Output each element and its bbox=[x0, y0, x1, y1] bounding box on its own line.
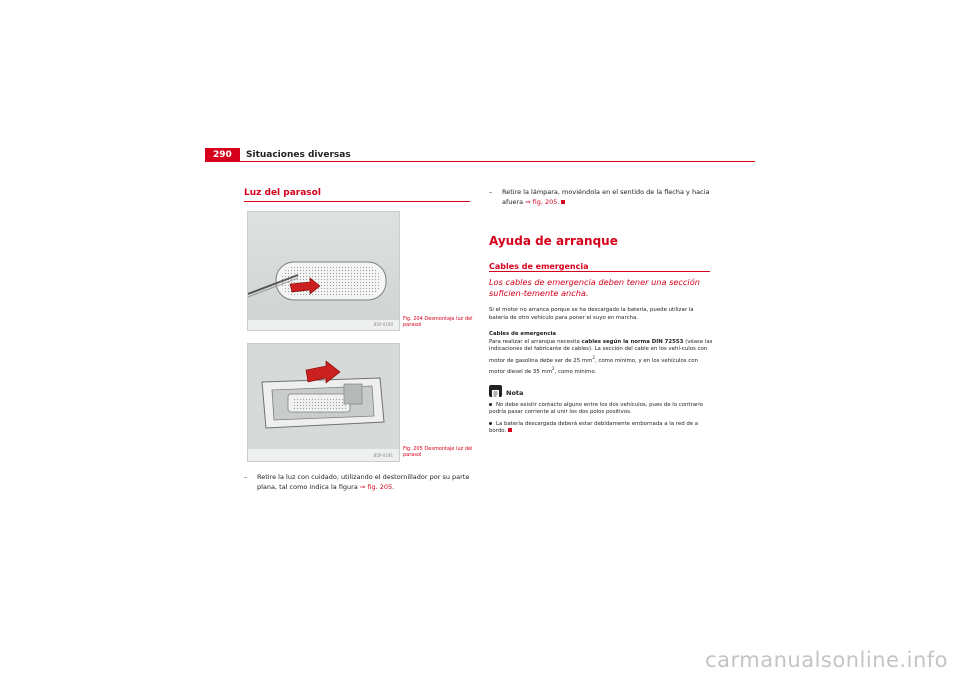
end-mark bbox=[508, 428, 512, 432]
step-dash: – bbox=[244, 473, 248, 481]
bullet-text: No debe existir contacto alguno entre los dos vehículos, pues de lo contrario podría pasar corriente al unir los dos polos positivos. bbox=[489, 402, 704, 416]
superscript-2: 2 bbox=[592, 354, 595, 360]
step-text: Retire la lámpara, moviéndola en el sentido de la flecha y hacia afuera bbox=[502, 188, 710, 206]
bullet-text: La batería descargada deberá estar debidamente embornada a la red de a bordo. bbox=[489, 421, 699, 435]
paragraph-cables-title: Cables de emergencia bbox=[489, 331, 557, 337]
section-title-luz-parasol: Luz del parasol bbox=[244, 188, 321, 198]
figure-204-image bbox=[247, 211, 400, 331]
figure-204-caption: Fig. 204 Desmontaje luz del parasol bbox=[403, 316, 473, 328]
note-label: Nota bbox=[506, 389, 524, 397]
paragraph-cables bbox=[489, 331, 714, 377]
heading-ayuda-arranque: Ayuda de arranque bbox=[489, 234, 618, 248]
bullet-dot bbox=[489, 403, 492, 406]
paragraph-cables-norm: cables según la norma DIN 72553 bbox=[581, 338, 684, 345]
note-bullet-1 bbox=[489, 402, 714, 417]
figure-205-id: B5P-0191 bbox=[373, 453, 393, 458]
figure-204-id: B5P-0190 bbox=[373, 322, 393, 327]
paragraph-cables-d: , como mínimo. bbox=[554, 368, 597, 375]
watermark: carmanualsonline.info bbox=[705, 648, 948, 672]
step-dash: – bbox=[489, 188, 493, 196]
note-icon bbox=[489, 385, 502, 397]
step-remove-light bbox=[244, 472, 472, 492]
paragraph-cables-c: , como mínimo, y en los vehículos con motor diesel de 35 mm bbox=[489, 357, 698, 375]
lead-text: Los cables de emergencia deben tener una sección suficien-temente ancha. bbox=[489, 277, 700, 298]
bullet-dot bbox=[489, 422, 492, 425]
end-mark bbox=[561, 200, 565, 204]
step-remove-lamp bbox=[489, 187, 717, 207]
lamp-removal-illustration bbox=[248, 344, 399, 461]
paragraph-cables-b: (véase las indicaciones del fabricante de cables). La sección del cable en los vehí-culos con motor de gasolina debe ser de 25 mm bbox=[489, 338, 713, 364]
sun-visor-light-illustration bbox=[248, 212, 399, 330]
superscript-2: 2 bbox=[552, 366, 555, 372]
header-rule bbox=[205, 161, 755, 162]
note-header bbox=[489, 385, 589, 401]
subheading-cables-emergencia: Cables de emergencia bbox=[489, 262, 589, 271]
subheading-rule bbox=[489, 271, 710, 272]
figure-205-image bbox=[247, 343, 400, 462]
step-text: Retire la luz con cuidado, utilizando el destornillador por su parte plana, tal como indica la figura bbox=[257, 473, 470, 491]
figure-ref-link[interactable]: ⇒ fig. 205 bbox=[359, 483, 393, 491]
note-bullet-2 bbox=[489, 421, 714, 436]
page-number: 290 bbox=[205, 148, 240, 162]
paragraph-cables-a: Para realizar el arranque necesita bbox=[489, 338, 582, 345]
step-end: . bbox=[392, 483, 395, 491]
chapter-title: Situaciones diversas bbox=[246, 150, 351, 160]
step-end: . bbox=[557, 198, 560, 206]
paragraph-intro: Si el motor no arranca porque se ha descargado la batería, puede utilizar la batería de otro vehículo para poner el suyo en marcha. bbox=[489, 307, 694, 321]
figure-ref-link[interactable]: ⇒ fig. 205 bbox=[525, 198, 558, 206]
figure-205-caption: Fig. 205 Desmontaje luz del parasol bbox=[403, 446, 473, 458]
section-rule bbox=[244, 201, 470, 202]
